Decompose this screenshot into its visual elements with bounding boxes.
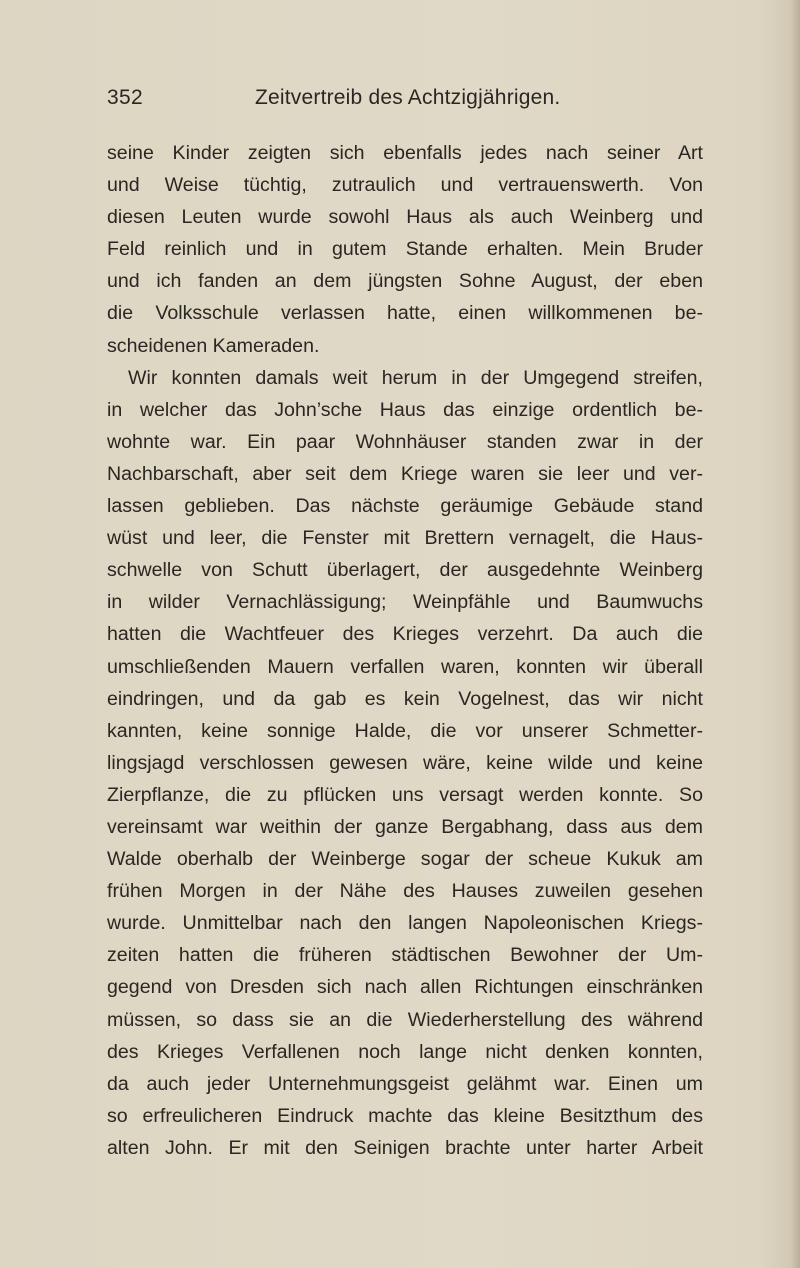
text-line: frühen Morgen in der Nähe des Hauses zuweilen gesehen	[107, 880, 703, 903]
text-line: da auch jeder Unternehmungsgeist gelähmt war. Einen um	[107, 1072, 703, 1095]
text-line: des Krieges Verfallenen noch lange nicht denken konnten,	[107, 1040, 703, 1063]
text-line: wurde. Unmittelbar nach den langen Napoleonischen Kriegs-	[107, 912, 703, 935]
text-line: scheidenen Kameraden.	[107, 334, 320, 357]
text-line: alten John. Er mit den Seinigen brachte unter harter Arbeit	[107, 1136, 703, 1159]
text-line: schwelle von Schutt überlagert, der ausgedehnte Weinberg	[107, 559, 703, 582]
text-line: lassen geblieben. Das nächste geräumige Gebäude stand	[107, 495, 703, 518]
text-line: müssen, so dass sie an die Wiederherstellung des während	[107, 1008, 703, 1031]
text-line: und Weise tüchtig, zutraulich und vertrauenswerth. Von	[107, 174, 703, 197]
text-line: umschließenden Mauern verfallen waren, konnten wir überall	[107, 655, 703, 678]
text-line: und ich fanden an dem jüngsten Sohne August, der eben	[107, 270, 703, 293]
text-line: seine Kinder zeigten sich ebenfalls jedes nach seiner Art	[107, 142, 703, 164]
text-line: zeiten hatten die früheren städtischen Bewohner der Um-	[107, 944, 703, 967]
page-header	[107, 86, 707, 118]
running-title: Zeitvertreib des Achtzigjährigen.	[255, 86, 561, 109]
text-line: Wir konnten damals weit herum in der Umgegend streifen,	[128, 366, 703, 389]
text-line: diesen Leuten wurde sowohl Haus als auch Weinberg und	[107, 206, 703, 229]
text-line: vereinsamt war weithin der ganze Bergabhang, dass aus dem	[107, 815, 703, 838]
text-line: in welcher das John’sche Haus das einzige ordentlich be-	[107, 398, 703, 421]
text-line: in wilder Vernachlässigung; Weinpfähle und Baumwuchs	[107, 591, 703, 614]
text-line: kannten, keine sonnige Halde, die vor unserer Schmetter-	[107, 719, 703, 742]
text-line: Walde oberhalb der Weinberge sogar der scheue Kukuk am	[107, 848, 703, 871]
text-line: lingsjagd verschlossen gewesen wäre, keine wilde und keine	[107, 751, 703, 774]
text-line: Zierpflanze, die zu pflücken uns versagt werden konnte. So	[107, 783, 703, 806]
text-line: gegend von Dresden sich nach allen Richtungen einschränken	[107, 976, 703, 999]
text-line: eindringen, und da gab es kein Vogelnest, das wir nicht	[107, 687, 703, 710]
text-line: die Volksschule verlassen hatte, einen willkommenen be-	[107, 302, 703, 325]
text-line: Nachbarschaft, aber seit dem Kriege waren sie leer und ver-	[107, 462, 703, 485]
text-line: so erfreulicheren Eindruck machte das kleine Besitzthum des	[107, 1104, 703, 1127]
text-line: hatten die Wachtfeuer des Krieges verzehrt. Da auch die	[107, 623, 703, 646]
page-edge-shadow	[790, 0, 800, 1268]
text-line: Feld reinlich und in gutem Stande erhalten. Mein Bruder	[107, 238, 703, 261]
text-line: wohnte war. Ein paar Wohnhäuser standen zwar in der	[107, 430, 703, 453]
text-line: wüst und leer, die Fenster mit Brettern vernagelt, die Haus-	[107, 527, 703, 550]
page-number: 352	[107, 86, 143, 109]
body-text	[107, 137, 703, 1164]
